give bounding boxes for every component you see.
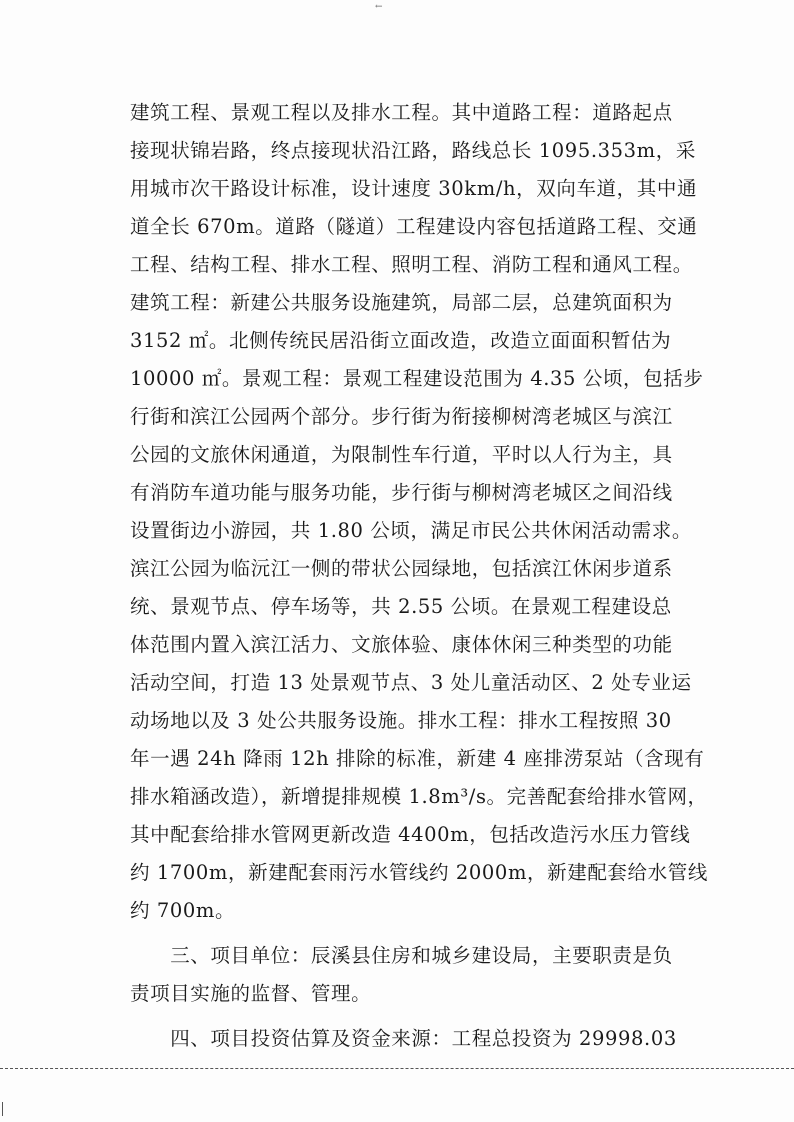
text-line: 责项目实施的监督、管理。 xyxy=(130,982,372,1005)
scan-edge-rule xyxy=(0,1068,794,1069)
text-line: 建筑工程：新建公共服务设施建筑，局部二层，总建筑面积为 xyxy=(130,291,673,314)
text-line: 动场地以及 3 处公共服务设施。排水工程：排水工程按照 30 xyxy=(130,709,672,732)
text-line: 3152 ㎡。北侧传统民居沿街立面改造，改造立面面积暂估为 xyxy=(130,329,672,352)
text-line: 用城市次干路设计标准，设计速度 30km/h，双向车道，其中通 xyxy=(130,177,698,200)
text-line: 体范围内置入滨江活力、文旅体验、康体休闲三种类型的功能 xyxy=(130,633,673,656)
text-line: 活动空间，打造 13 处景观节点、3 处儿童活动区、2 处专业运 xyxy=(130,671,692,694)
scan-corner-mark xyxy=(2,1102,6,1116)
text-line: 排水箱涵改造），新增提排规模 1.8m³/s。完善配套给排水管网， xyxy=(130,785,708,808)
text-line: 公园的文旅休闲通道，为限制性车行道，平时以人行为主，具 xyxy=(130,443,673,466)
text-line: 工程、结构工程、排水工程、照明工程、消防工程和通风工程。 xyxy=(130,253,693,276)
text-line: 建筑工程、景观工程以及排水工程。其中道路工程：道路起点 xyxy=(130,101,673,124)
scan-mark: ← xyxy=(375,2,383,12)
text-line: 有消防车道功能与服务功能，步行街与柳树湾老城区之间沿线 xyxy=(130,481,673,504)
text-line: 道全长 670m。道路（隧道）工程建设内容包括道路工程、交通 xyxy=(130,215,698,238)
text-line: 设置街边小游园，共 1.80 公顷，满足市民公共休闲活动需求。 xyxy=(130,519,692,542)
text-line: 其中配套给排水管网更新改造 4400m，包括改造污水压力管线 xyxy=(130,823,691,846)
text-line: 约 1700m，新建配套雨污水管线约 2000m，新建配套给水管线 xyxy=(130,861,708,884)
text-line: 三、项目单位：辰溪县住房和城乡建设局，主要职责是负 xyxy=(130,944,673,967)
text-line: 滨江公园为临沅江一侧的带状公园绿地，包括滨江休闲步道系 xyxy=(130,557,673,580)
text-line: 接现状锦岩路，终点接现状沿江路，路线总长 1095.353m，采 xyxy=(130,139,696,162)
text-line: 统、景观节点、停车场等，共 2.55 公顷。在景观工程建设总 xyxy=(130,595,672,618)
text-line: 10000 ㎡。景观工程：景观工程建设范围为 4.35 公顷，包括步 xyxy=(130,367,704,390)
text-line: 年一遇 24h 降雨 12h 排除的标准，新建 4 座排涝泵站（含现有 xyxy=(130,747,705,770)
text-line: 行街和滨江公园两个部分。步行街为衔接柳树湾老城区与滨江 xyxy=(130,405,673,428)
text-line: 约 700m。 xyxy=(130,899,236,922)
text-line: 四、项目投资估算及资金来源：工程总投资为 29998.03 xyxy=(130,1027,677,1050)
